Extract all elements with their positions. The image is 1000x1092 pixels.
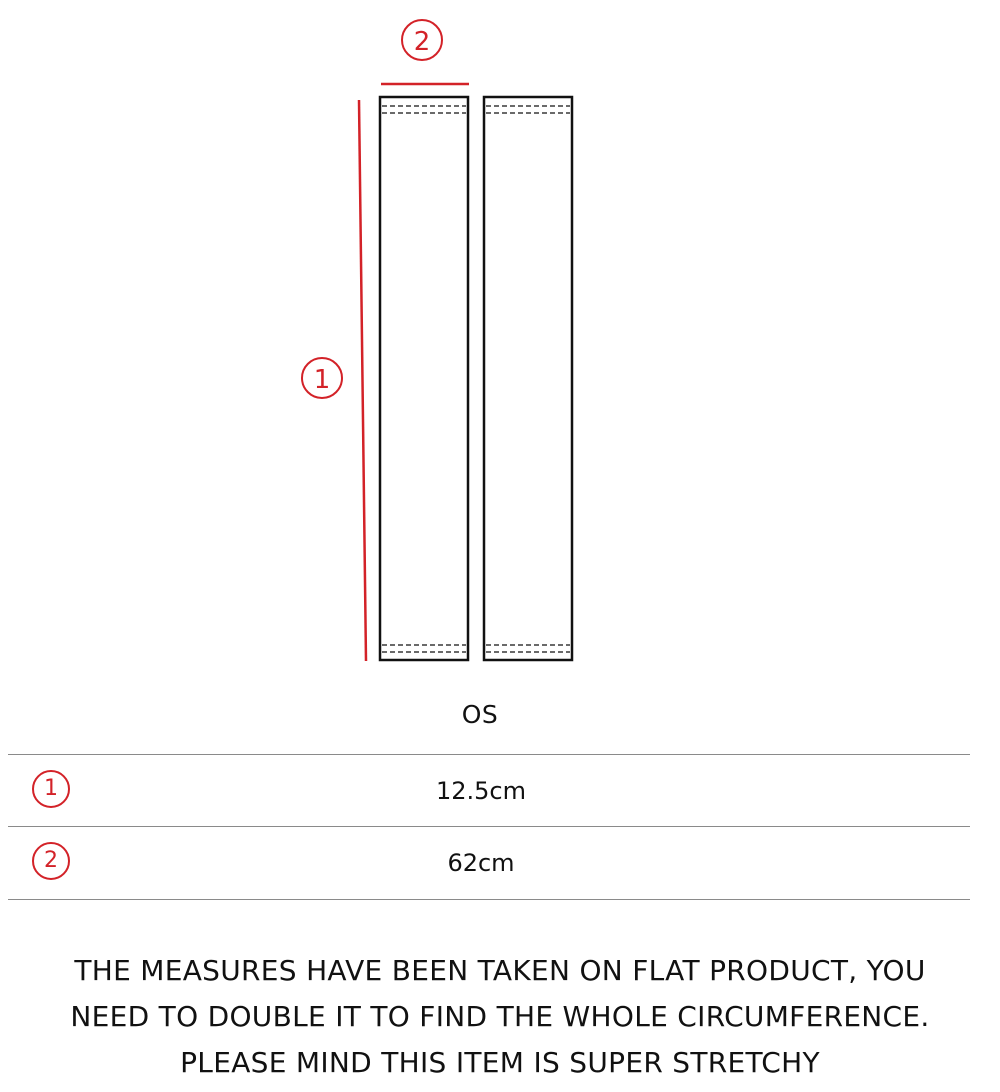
size-header: OS xyxy=(461,700,499,729)
measurement-note xyxy=(20,948,980,1086)
row-marker-2: 2 xyxy=(32,842,70,880)
marker-1-label: 1 xyxy=(313,365,331,395)
row-value: 12.5cm xyxy=(435,777,526,805)
row-value: 62cm xyxy=(447,849,515,877)
note-line-3: PLEASE MIND THIS ITEM IS SUPER STRETCHY xyxy=(180,1046,820,1079)
marker-1 xyxy=(302,358,342,398)
length-measure-line xyxy=(359,100,366,661)
measurement-table xyxy=(8,754,970,900)
marker-2-label: 2 xyxy=(413,27,431,57)
note-line-1: THE MEASURES HAVE BEEN TAKEN ON FLAT PRODUCT, YOU xyxy=(74,954,926,987)
right-sleeve xyxy=(484,97,572,660)
note-line-2: NEED TO DOUBLE IT TO FIND THE WHOLE CIRCUMFERENCE. xyxy=(70,1000,930,1033)
left-sleeve xyxy=(380,97,468,660)
marker-2 xyxy=(402,20,442,60)
table-row xyxy=(8,754,970,826)
table-row xyxy=(8,826,970,900)
row-marker-1: 1 xyxy=(32,770,70,808)
